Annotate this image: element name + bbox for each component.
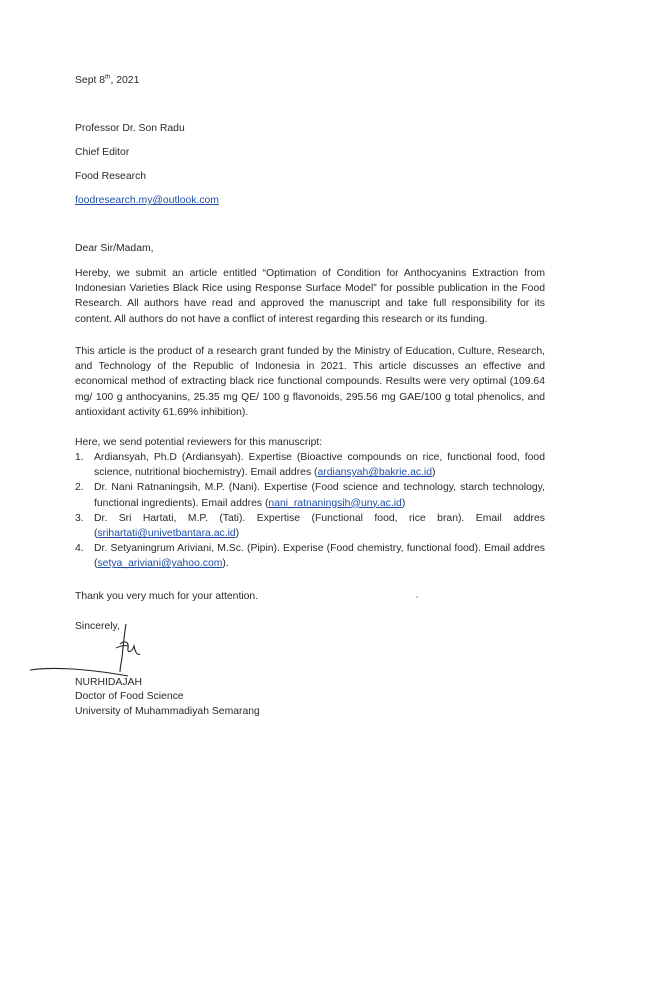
recipient-name: Professor Dr. Son Radu — [75, 123, 185, 134]
reviewer-number: 4. — [75, 543, 84, 555]
reviewer-item — [75, 511, 545, 541]
letter-date — [75, 73, 139, 88]
recipient-email-link[interactable]: foodresearch.my@outlook.com — [75, 195, 219, 206]
paragraph-submission: Hereby, we submit an article entitled “Optimation of Condition for Anthocyanins Extraction from Indonesian Varieties Black Rice using Response Surface Model” for possible publication in the Food Research. All authors have read and approved the manuscript and take full responsibility for its content. All authors do not have a conflict of interest regarding this research or its funding. — [75, 268, 545, 325]
reviewer-email-link[interactable]: ardiansyah@bakrie.ac.id — [317, 467, 433, 479]
salutation: Dear Sir/Madam, — [75, 243, 154, 254]
handwritten-signature — [28, 618, 158, 680]
recipient-title: Chief Editor — [75, 147, 130, 158]
stray-mark — [416, 596, 418, 598]
reviewer-close: ) — [401, 497, 406, 509]
reviewer-email-link[interactable]: srihartati@univetbantara.ac.id — [97, 528, 236, 540]
reviewer-email-link[interactable]: setya_ariviani@yahoo.com — [97, 558, 223, 570]
reviewer-close: ) — [235, 528, 240, 540]
reviewer-number: 3. — [75, 512, 84, 524]
reviewer-item — [75, 450, 545, 480]
reviewer-close: ). — [222, 558, 229, 570]
recipient-org: Food Research — [75, 171, 147, 182]
reviewer-email-link[interactable]: nani_ratnaningsih@uny.ac.id — [268, 497, 402, 509]
signer-name: NURHIDAJAH — [75, 677, 142, 688]
signer-title: Doctor of Food Science — [75, 691, 184, 702]
reviewer-details: Ardiansyah, Ph.D (Ardiansyah). Expertise (Bioactive compounds on rice, functional food, food science, nutritional biochemistry). Email addres ( — [94, 452, 545, 479]
thanks-line: Thank you very much for your attention. — [75, 591, 259, 602]
closing: Sincerely, — [75, 621, 120, 632]
reviewer-details: Dr. Sri Hartati, M.P. (Tati). Expertise (Functional food, rice bran). Email addres ( — [94, 512, 545, 540]
reviewer-number: 2. — [75, 482, 84, 494]
reviewer-number: 1. — [75, 452, 84, 463]
reviewer-close: ) — [432, 467, 436, 479]
reviewer-details: Dr. Nani Ratnaningsih, M.P. (Nani). Expertise (Food science and technology, starch technology, functional ingredients). Email addres ( — [94, 482, 545, 509]
date-ordinal: th — [105, 73, 111, 81]
reviewer-details: Dr. Setyaningrum Ariviani, M.Sc. (Pipin). Experise (Food chemistry, functional food). Email addres ( — [94, 543, 545, 570]
date-year: , 2021 — [110, 75, 140, 86]
reviewer-item — [75, 541, 545, 571]
reviewers-intro: Here, we send potential reviewers for this manuscript: — [75, 437, 323, 448]
reviewer-item — [75, 480, 545, 510]
paragraph-research-grant: This article is the product of a research grant funded by the Ministry of Education, Culture, Research, and Technology of the Republic of Indonesia in 2021. This article discusses an effective and economical method of extracting black rice functional compounds. Results were very optimal (109.64 mg/ 100 g anthocyanins, 25.35 mg QE/ 100 g flavonoids, 295.56 mg GAE/100 g total phenolics, and antioxidant activity 61.69% inhibition). — [75, 346, 545, 418]
date-text: Sept 8 — [75, 75, 106, 86]
reviewer-list — [75, 450, 545, 572]
signer-organization: University of Muhammadiyah Semarang — [75, 706, 260, 717]
